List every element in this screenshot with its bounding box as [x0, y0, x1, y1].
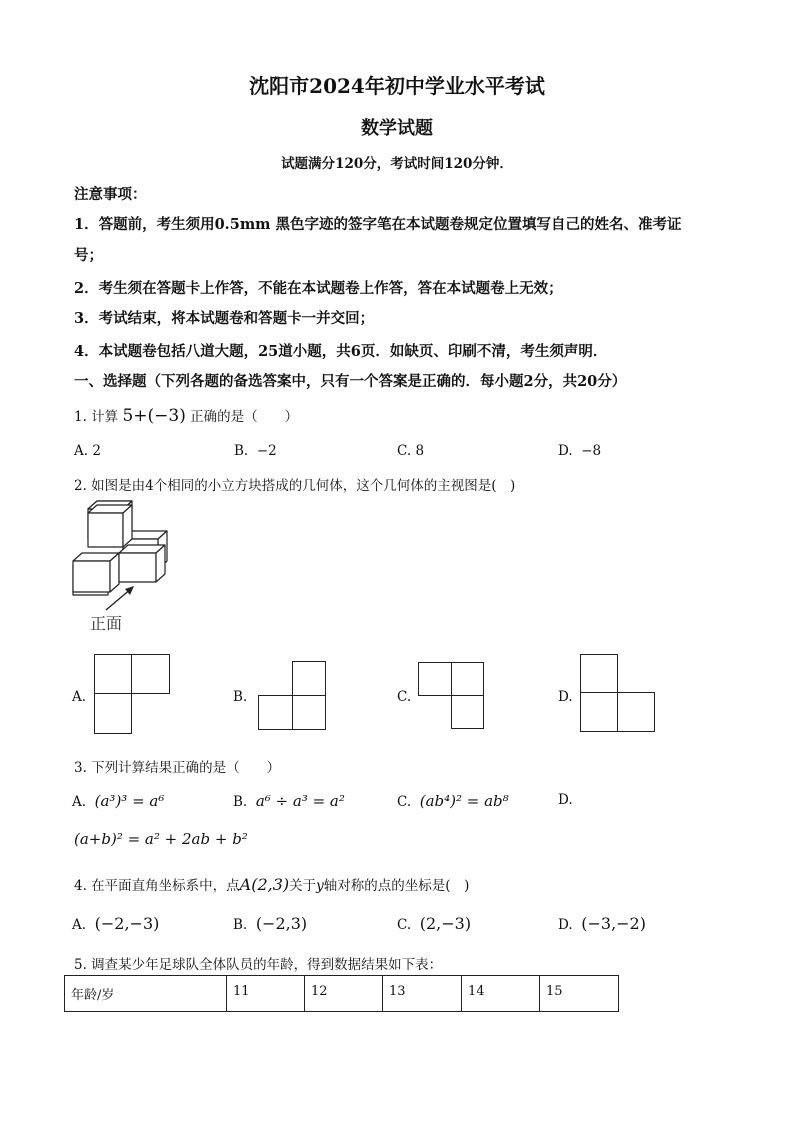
- option-letter: B.: [233, 917, 248, 933]
- notice-item: 3．考试结束，将本试题卷和答题卡一并交回；: [74, 310, 375, 327]
- notice-item: 4．本试题卷包括八道大题，25道小题，共6页．如缺页、印刷不清，考生须声明．: [74, 343, 608, 360]
- question-5: 5. 调查某少年足球队全体队员的年龄，得到数据结果如下表：: [74, 957, 443, 973]
- option-d-square: [580, 654, 618, 693]
- q3-option-c[interactable]: [397, 792, 509, 810]
- option-text: −2: [256, 443, 277, 459]
- option-text: (−2,3): [255, 914, 308, 933]
- notice-item: 1．答题前，考生须用0.5mm 黑色字迹的签字笔在本试题卷规定位置填写自己的姓名、准考证: [74, 216, 682, 233]
- table-cell: 14: [462, 976, 540, 1012]
- option-c-square: [451, 662, 484, 696]
- q2-option-c[interactable]: C.: [397, 689, 412, 705]
- q4-prefix: 4. 在平面直角坐标系中，点: [74, 878, 240, 894]
- option-text: 2: [92, 443, 101, 459]
- option-a-square: [131, 654, 170, 694]
- option-text: 8: [415, 443, 425, 459]
- age-table: [64, 975, 619, 1012]
- q4-middle: 关于: [289, 878, 317, 894]
- exam-title: 沈阳市2024年初中学业水平考试: [249, 74, 545, 98]
- table-cell: 12: [305, 976, 383, 1012]
- q4-option-c[interactable]: [397, 914, 471, 933]
- arrow-icon: [104, 584, 138, 612]
- option-expression: (ab⁴)² = ab⁸: [419, 792, 509, 810]
- q3-option-d[interactable]: [558, 792, 573, 808]
- q4-option-d[interactable]: [558, 914, 646, 933]
- option-letter: C.: [397, 794, 412, 810]
- q2-option-a[interactable]: A.: [72, 689, 87, 705]
- q3-option-a[interactable]: [72, 792, 164, 810]
- table-header-cell: 年龄/岁: [65, 976, 227, 1012]
- option-c-square: [418, 662, 452, 696]
- q4-option-b[interactable]: [233, 914, 307, 933]
- table-cell: 11: [227, 976, 305, 1012]
- q1-prefix: 1. 计算: [74, 409, 119, 425]
- option-text: −8: [581, 443, 602, 459]
- section-heading: 一、选择题（下列各题的备选答案中，只有一个答案是正确的．每小题2分，共20分）: [74, 373, 627, 390]
- notice-heading: 注意事项：: [74, 186, 147, 203]
- q3-option-b[interactable]: [233, 792, 345, 810]
- option-expression: (a³)³ = a⁶: [94, 792, 165, 810]
- option-d-square: [580, 692, 618, 732]
- q2-option-d[interactable]: D.: [558, 689, 573, 705]
- notice-item: 号；: [74, 247, 103, 264]
- option-letter: A.: [72, 794, 87, 810]
- q4-axis: y: [316, 878, 324, 894]
- option-letter: D.: [558, 443, 573, 459]
- q4-suffix: 轴对称的点的坐标是( ): [323, 878, 470, 894]
- option-letter: B.: [234, 443, 249, 459]
- table-cell: 13: [383, 976, 462, 1012]
- q3-option-d-expression: (a+b)² = a² + 2ab + b²: [74, 830, 248, 848]
- option-b-square: [292, 695, 326, 730]
- option-letter: A.: [74, 443, 89, 459]
- table-row: [65, 976, 619, 1012]
- front-label: 正面: [90, 614, 123, 633]
- q1-option-c[interactable]: [397, 443, 424, 459]
- option-letter: C.: [397, 917, 412, 933]
- q4-point: A(2,3): [239, 875, 290, 894]
- exam-subtitle: 数学试题: [361, 118, 433, 139]
- question-3: 3. 下列计算结果正确的是（ ）: [74, 760, 281, 776]
- table-cell: 15: [540, 976, 619, 1012]
- q1-expression: 5+(−3): [122, 406, 186, 426]
- q1-option-b[interactable]: [234, 443, 277, 459]
- option-c-square: [451, 695, 484, 729]
- option-b-square: [258, 695, 293, 730]
- option-d-square: [617, 692, 655, 732]
- option-a-square: [94, 693, 132, 734]
- question-2: 2. 如图是由4个相同的小立方块搭成的几何体，这个几何体的主视图是( ): [74, 478, 516, 494]
- option-text: (2,−3): [419, 914, 472, 933]
- cube-figure: [66, 496, 176, 596]
- q1-option-d[interactable]: [558, 443, 601, 459]
- option-letter: C.: [397, 443, 412, 459]
- option-b-square: [292, 661, 326, 696]
- option-letter: A.: [72, 917, 87, 933]
- q1-option-a[interactable]: [74, 443, 101, 459]
- option-letter: D.: [558, 792, 573, 808]
- exam-info: 试题满分120分，考试时间120分钟．: [281, 156, 513, 172]
- notice-item: 2．考生须在答题卡上作答，不能在本试题卷上作答，答在本试题卷上无效；: [74, 280, 563, 297]
- q4-option-a[interactable]: [72, 914, 159, 933]
- option-text: (−2,−3): [94, 914, 160, 933]
- q2-option-b[interactable]: B.: [233, 689, 248, 705]
- option-letter: D.: [558, 917, 573, 933]
- question-1: [74, 405, 298, 426]
- option-text: (−3,−2): [581, 914, 646, 933]
- option-expression: a⁶ ÷ a³ = a²: [255, 792, 345, 810]
- option-a-square: [94, 654, 132, 694]
- q1-suffix: 正确的是（ ）: [190, 409, 299, 425]
- option-letter: B.: [233, 794, 248, 810]
- question-4: [74, 874, 469, 894]
